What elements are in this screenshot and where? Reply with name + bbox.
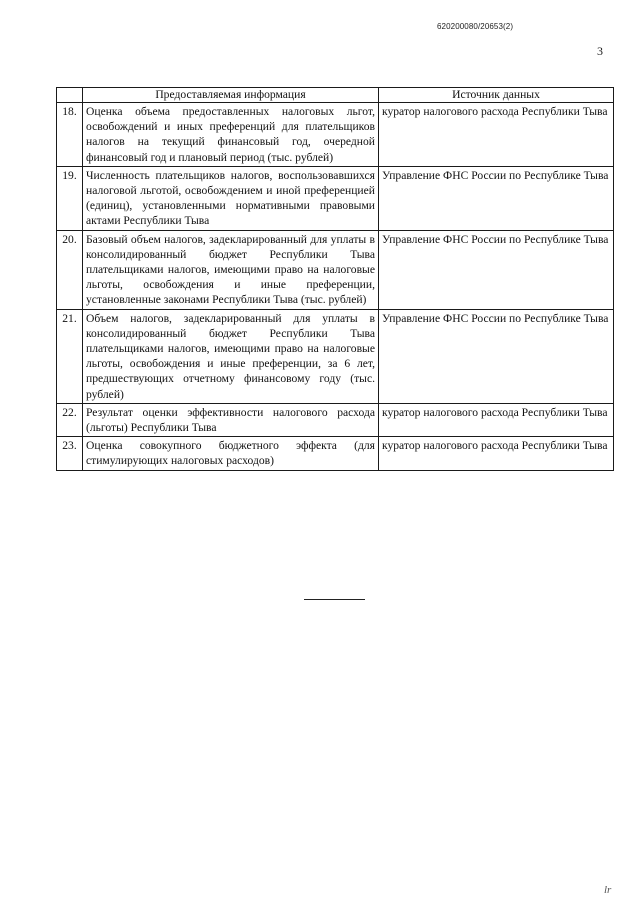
row-number: 19. <box>57 166 83 230</box>
row-source: Управление ФНС России по Республике Тыва <box>379 309 614 403</box>
row-source: куратор налогового расхода Республики Тыва <box>379 103 614 167</box>
row-number: 23. <box>57 437 83 470</box>
column-header-number <box>57 88 83 103</box>
row-information: Результат оценки эффективности налогового расхода (льготы) Республики Тыва <box>83 403 379 436</box>
row-source: Управление ФНС России по Республике Тыва <box>379 166 614 230</box>
row-source: куратор налогового расхода Республики Тыва <box>379 403 614 436</box>
column-header-information: Предоставляемая информация <box>83 88 379 103</box>
row-number: 21. <box>57 309 83 403</box>
row-information: Численность плательщиков налогов, воспользовавшихся налоговой льготой, освобождением и иной преференцией (единиц), установленными нормативными правовыми актами Республики Тыва <box>83 166 379 230</box>
row-number: 18. <box>57 103 83 167</box>
table-row <box>57 403 614 436</box>
document-id: 620200080/20653(2) <box>437 22 514 31</box>
row-information: Объем налогов, задекларированный для уплаты в консолидированный бюджет Республики Тыва плательщиками налогов, имеющими право на налоговые льготы, освобождения и иные преференции, за 6 лет, предшествующих отчетному финансовому году (тыс. рублей) <box>83 309 379 403</box>
table-row <box>57 230 614 309</box>
column-header-source: Источник данных <box>379 88 614 103</box>
table-row <box>57 166 614 230</box>
row-number: 20. <box>57 230 83 309</box>
corner-handwritten-mark: lr <box>604 884 612 896</box>
row-source: Управление ФНС России по Республике Тыва <box>379 230 614 309</box>
table-row <box>57 309 614 403</box>
page-number: 3 <box>597 44 603 58</box>
table-row <box>57 103 614 167</box>
table-header-row <box>57 88 614 103</box>
separator-line <box>304 599 365 600</box>
table-row <box>57 437 614 470</box>
row-information: Базовый объем налогов, задекларированный для уплаты в консолидированный бюджет Республики Тыва плательщиками налогов, имеющими право на налоговые льготы, освобождения и иные преференции, установленные законами Республики Тыва (тыс. рублей) <box>83 230 379 309</box>
information-table <box>56 87 614 471</box>
row-source: куратор налогового расхода Республики Тыва <box>379 437 614 470</box>
row-information: Оценка объема предоставленных налоговых льгот, освобождений и иных преференций для плательщиков налогов на текущий финансовый год, очередной финансовый год и плановый период (тыс. рублей) <box>83 103 379 167</box>
row-information: Оценка совокупного бюджетного эффекта (для стимулирующих налоговых расходов) <box>83 437 379 470</box>
row-number: 22. <box>57 403 83 436</box>
